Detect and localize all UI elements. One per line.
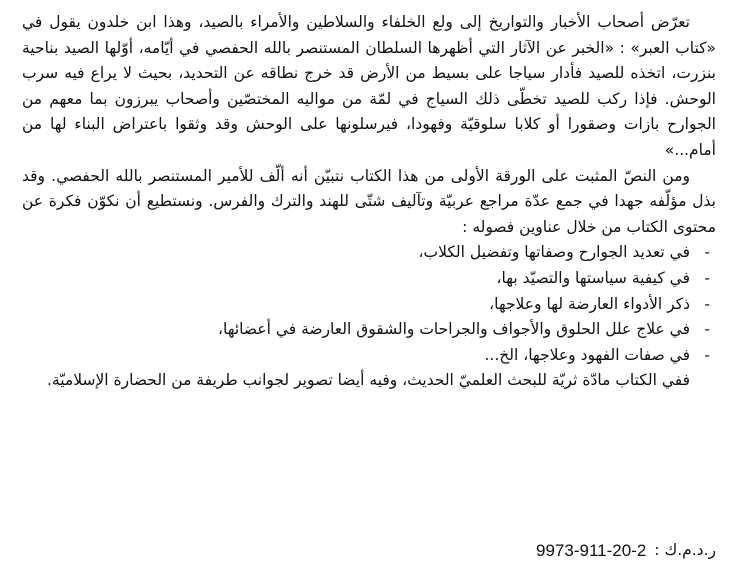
chapter-title: في تعديد الجوارح وصفاتها وتفضيل الكلاب، [418,243,690,262]
chapter-item [22,266,716,292]
chapter-title: في كيفية سياستها والتصيّد بها، [496,268,690,287]
chapter-item [22,317,716,343]
chapter-item [22,292,716,318]
book-description-paragraph: ومن النصّ المثبت على الورقة الأولى من هذا الكتاب نتبيّن أنه ألّف للأمير المستنصر بالله الحفصي. وقد بذل مؤلّفه جهدا في جمع عدّة مراجع عربيّة وتآليف شتّى للهند والترك والفرس. ونستطيع أن نكوّن فكرة عن محتوى الكتاب من خلال عناوين فصوله : [22,166,716,236]
list-dash: - [704,268,710,287]
chapter-title: في صفات الفهود وعلاجها، الخ... [484,345,690,364]
chapter-item [22,240,716,266]
list-dash: - [704,294,710,313]
conclusion-paragraph: ففي الكتاب مادّة ثريّة للبحث العلميّ الحديث، وفيه أيضا تصوير لجوانب طريفة من الحضارة الإسلاميّة. [47,371,690,390]
list-dash: - [704,320,710,339]
isbn-label: ر.د.م.ك : [654,541,716,559]
chapter-list [22,240,716,368]
document-body [22,10,716,394]
isbn-line [536,538,716,563]
chapter-title: ذكر الأدواء العارضة لها وعلاجها، [489,294,690,313]
chapter-item [22,343,716,369]
isbn-number: 9973-911-20-2 [536,541,647,560]
list-dash: - [704,345,710,364]
list-dash: - [704,243,710,262]
intro-paragraph: تعرّض أصحاب الأخبار والتواريخ إلى ولع الخلفاء والسلاطين والأمراء بالصيد، وهذا ابن خلدون يقول في «كتاب العبر» : «الخبر عن الآثار التي أظهرها السلطان المستنصر بالله الحفصي في أيّامه، أوّلها الصيد بناحية بنزرت، اتخذه للصيد فأدار سياجا على بسيط من الأرض قد خرج نطاقه عن التحديد، بحيث لا يراع فيه سرب الوحش. فإذا ركب للصيد تخطّى ذلك السياج في لمّة من مواليه المختصّين وأصحاب يبرزون بما معهم من الجوارح بازات وصقورا أو كلابا سلوقيّة وفهودا، فيرسلونها على الوحش وقد وثقوا باعتراض البناء لها من أمام...» [22,13,716,159]
chapter-title: في علاج علل الحلوق والأجواف والجراحات والشقوق العارضة في أعضائها، [218,320,690,339]
